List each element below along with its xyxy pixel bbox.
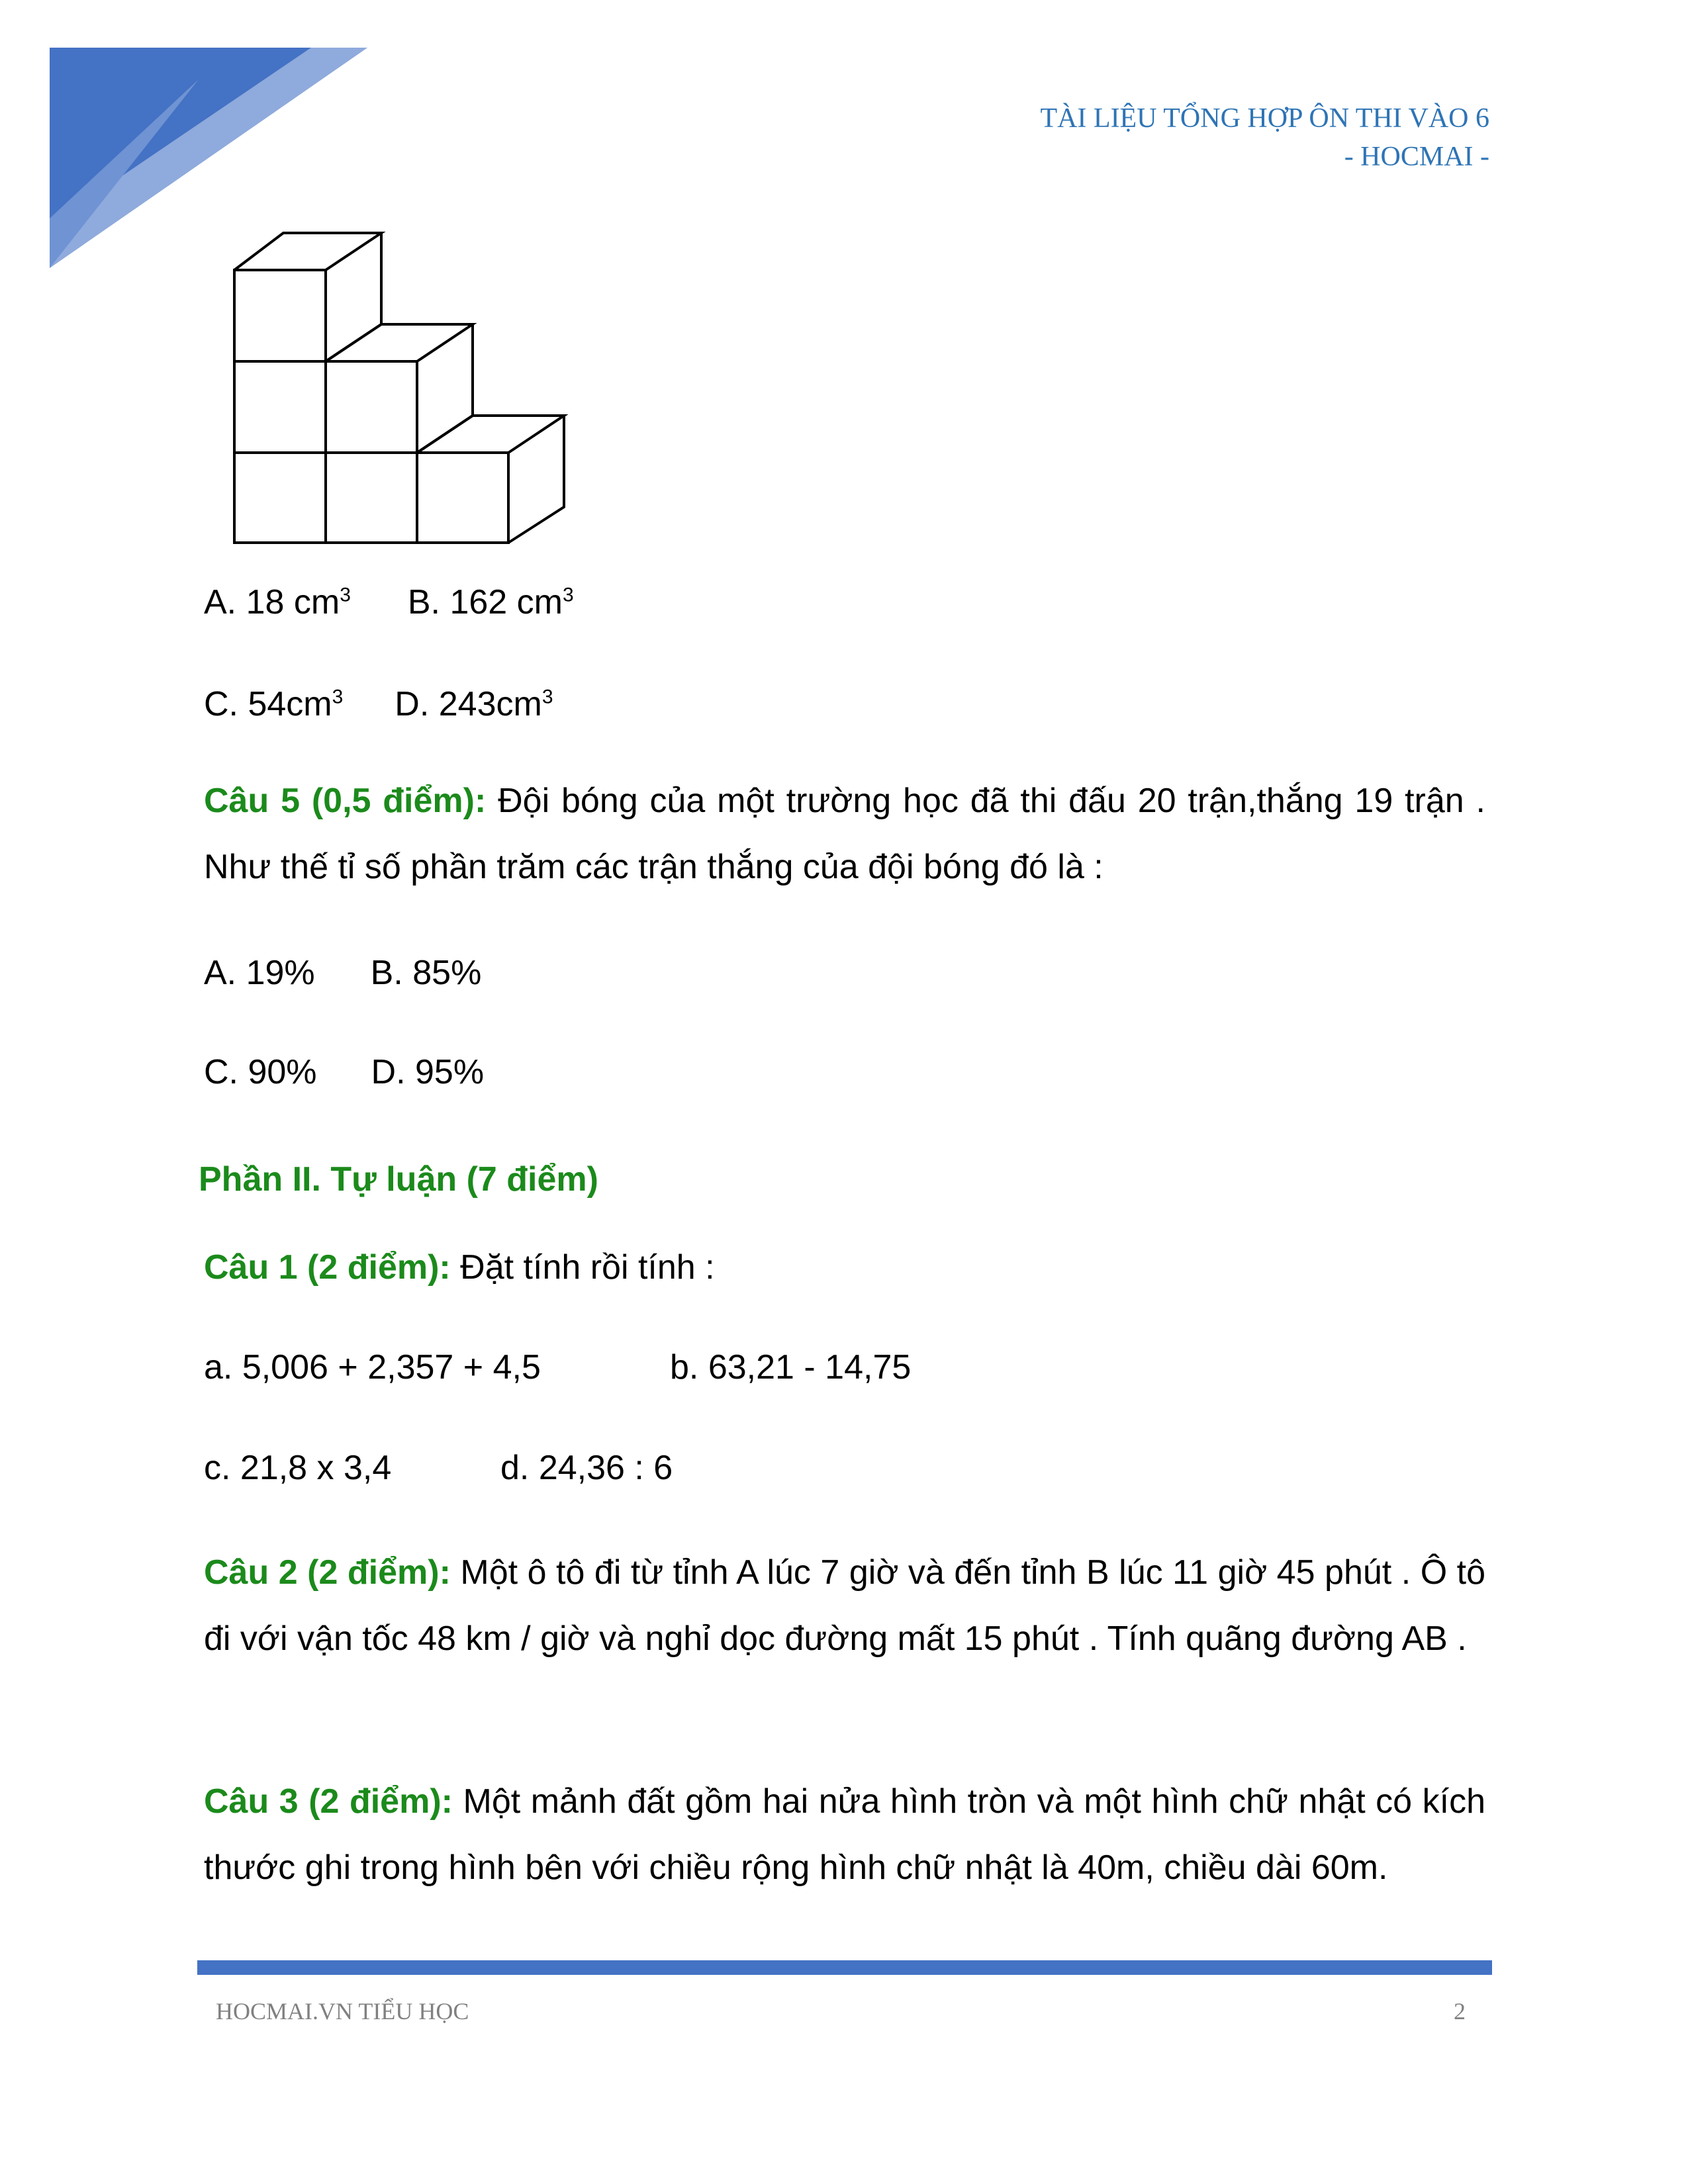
c3-text: Một mảnh đất gồm hai nửa hình tròn và một hình chữ nhật có kích thước ghi trong hình bên với chiều rộng hình chữ nhật là 40m, chiều dài 60m.	[204, 1782, 1485, 1887]
q4-option-d: D. $243cm^3$	[395, 685, 553, 723]
q5-option-d: D. 95%	[371, 1053, 485, 1091]
c3-question	[204, 1768, 1485, 1901]
page-number: 2	[1454, 1998, 1466, 2025]
c1-item-c: c. 21,8 x 3,4	[204, 1449, 392, 1487]
c1-label: Câu 1 (2 điểm):	[204, 1248, 451, 1287]
q5-option-c: C. 90%	[204, 1053, 317, 1091]
q4-option-c: C. $54cm^3$	[204, 685, 344, 723]
q4-options-row-1	[204, 582, 574, 622]
q5-options-row-1	[204, 953, 481, 993]
c2-label: Câu 2 (2 điểm):	[204, 1553, 451, 1592]
q4-option-a: A. 18 $cm^3$	[204, 583, 351, 621]
header-subtitle: - HOCMAI -	[1344, 142, 1489, 172]
c3-label: Câu 3 (2 điểm):	[204, 1782, 453, 1821]
header-title: TÀI LIỆU TỔNG HỢP ÔN THI VÀO 6	[1040, 103, 1489, 134]
footer-divider	[197, 1960, 1492, 1975]
c2-question	[204, 1539, 1485, 1672]
q5-label: Câu 5 (0,5 điểm):	[204, 782, 487, 820]
document-header	[1040, 99, 1489, 176]
q5-text: Đội bóng của một trường học đã thi đấu 20 trận,thắng 19 trận . Như thế tỉ số phần trăm các trận thắng của đội bóng đó là :	[204, 782, 1485, 886]
c1-text: Đặt tính rồi tính :	[450, 1248, 715, 1287]
c1-row-2	[204, 1448, 673, 1488]
footer-site-name: HOCMAI.VN TIỂU HỌC	[216, 1998, 469, 2025]
q4-option-b: B. 162 $cm^3$	[407, 583, 574, 621]
c1-question	[204, 1248, 715, 1287]
c1-item-b: b. 63,21 - 14,75	[670, 1348, 912, 1387]
c2-text: Một ô tô đi từ tỉnh A lúc 7 giờ và đến tỉnh B lúc 11 giờ 45 phút . Ô tô đi với vận tốc 48 km / giờ và nghỉ dọc đường mất 15 phút . Tính quãng đường AB .	[204, 1553, 1486, 1658]
q5-option-b: B. 85%	[370, 954, 482, 992]
q5-option-a: A. 19%	[204, 954, 315, 992]
c1-item-a: a. 5,006 + 2,357 + 4,5	[204, 1348, 541, 1387]
stacked-cubes-figure	[218, 218, 589, 549]
c1-item-d: d. 24,36 : 6	[500, 1449, 673, 1487]
q4-options-row-2	[204, 684, 553, 724]
q5-question	[204, 768, 1485, 900]
q5-options-row-2	[204, 1052, 484, 1092]
part2-heading: Phần II. Tự luận (7 điểm)	[199, 1160, 598, 1199]
c1-row-1	[204, 1347, 912, 1387]
